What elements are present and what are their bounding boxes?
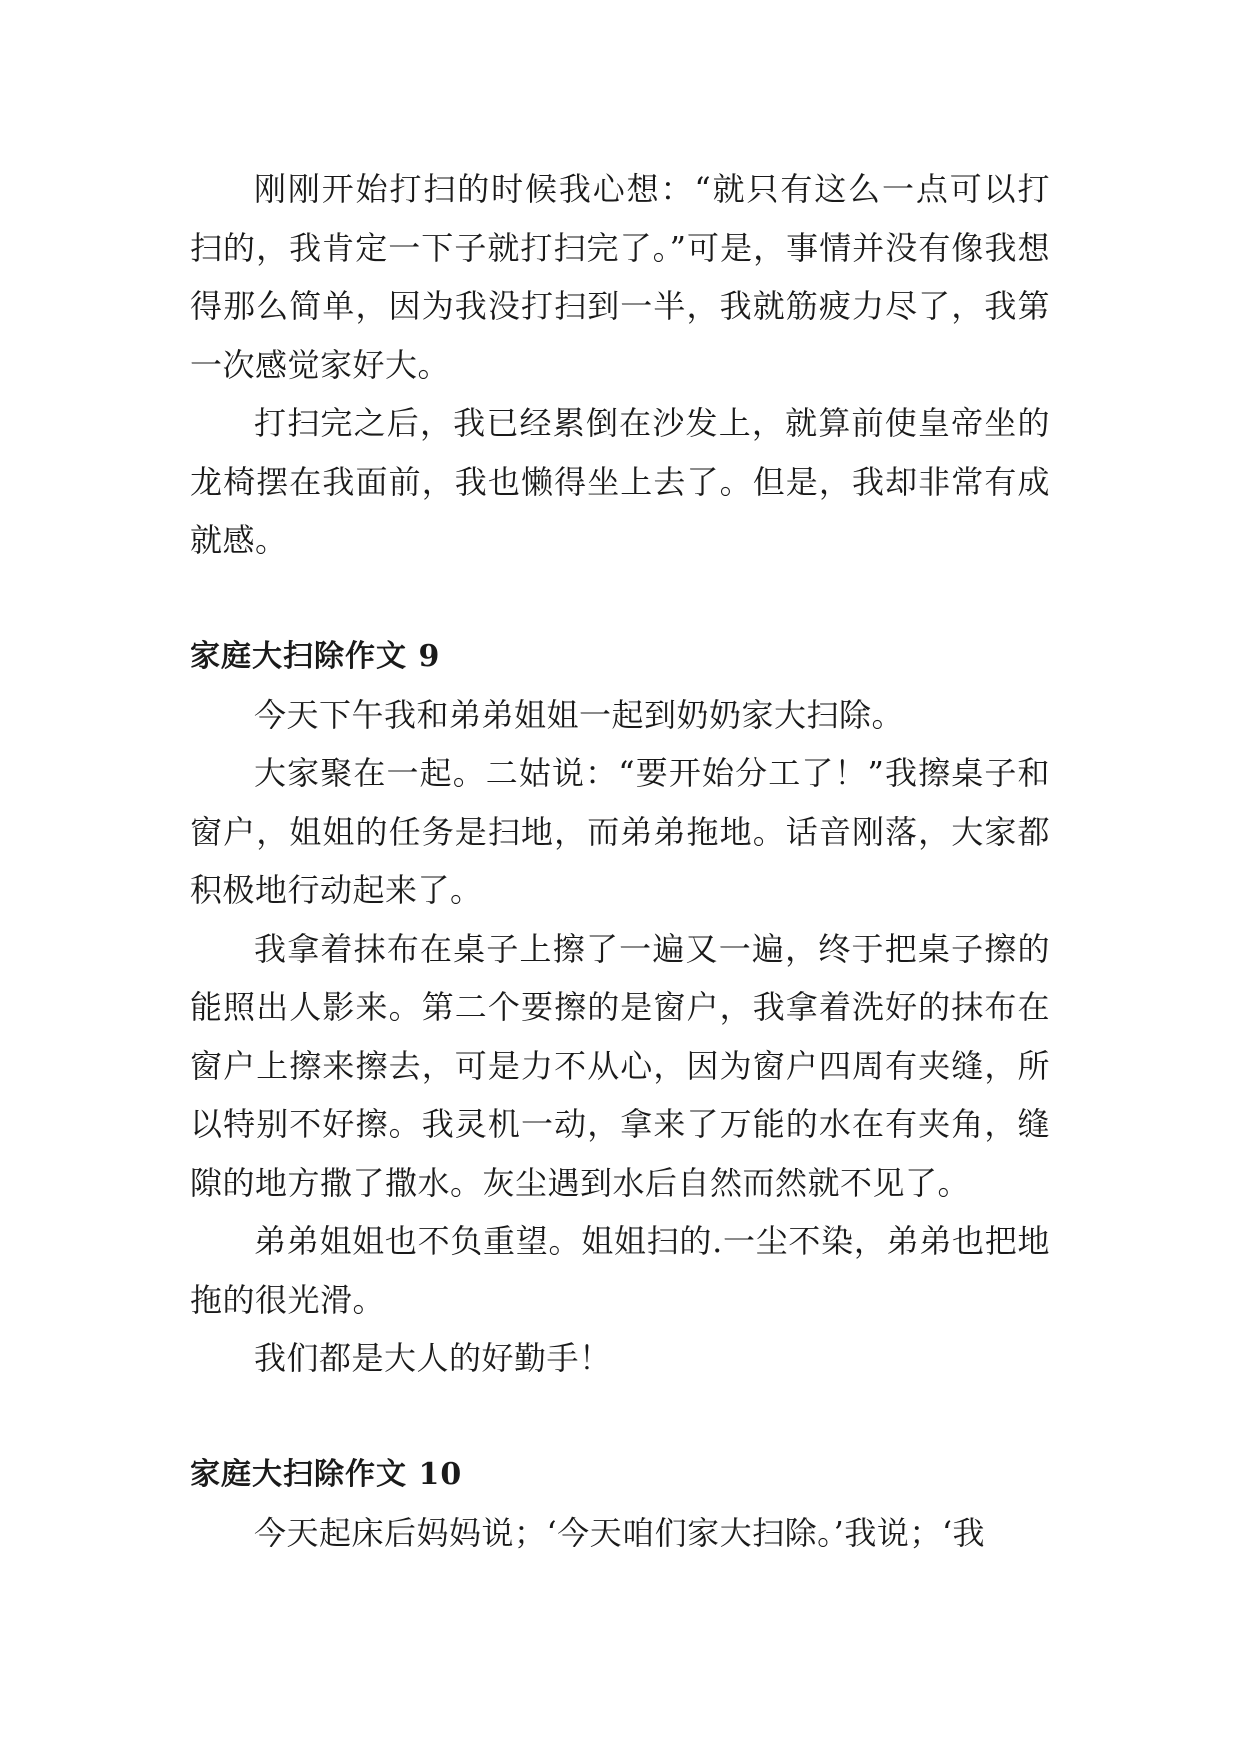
paragraph: 弟弟姐姐也不负重望。姐姐扫的.一尘不染，弟弟也把地拖的很光滑。 [190, 1222, 1050, 1319]
section-heading: 家庭大扫除作文 10 [190, 1456, 463, 1492]
section-essay-10 [190, 1446, 1050, 1563]
document-page [190, 160, 1050, 1562]
paragraph: 刚刚开始打扫的时候我心想：“就只有这么一点可以打扫的，我肯定一下子就打扫完了。”可是，事情并没有像我想得那么简单，因为我没打扫到一半，我就筋疲力尽了，我第一次感觉家好大。 [190, 170, 1050, 384]
section-heading: 家庭大扫除作文 9 [190, 638, 441, 674]
paragraph: 我们都是大人的好勤手！ [254, 1339, 612, 1377]
paragraph: 今天起床后妈妈说；‘今天咱们家大扫除。’我说；‘我 [254, 1513, 986, 1552]
section-intro [190, 160, 1050, 570]
paragraph: 大家聚在一起。二姑说：“要开始分工了！”我擦桌子和窗户，姐姐的任务是扫地，而弟弟拖地。话音刚落，大家都积极地行动起来了。 [190, 754, 1050, 909]
paragraph: 我拿着抹布在桌子上擦了一遍又一遍，终于把桌子擦的能照出人影来。第二个要擦的是窗户，我拿着洗好的抹布在窗户上擦来擦去，可是力不从心，因为窗户四周有夹缝，所以特别不好擦。我灵机一动，拿来了万能的水在有夹角，缝隙的地方撒了撒水。灰尘遇到水后自然而然就不见了。 [190, 929, 1050, 1202]
section-essay-9 [190, 628, 1050, 1388]
paragraph: 今天下午我和弟弟姐姐一起到奶奶家大扫除。 [254, 695, 905, 734]
paragraph: 打扫完之后，我已经累倒在沙发上，就算前使皇帝坐的龙椅摆在我面前，我也懒得坐上去了。但是，我却非常有成就感。 [190, 404, 1050, 559]
